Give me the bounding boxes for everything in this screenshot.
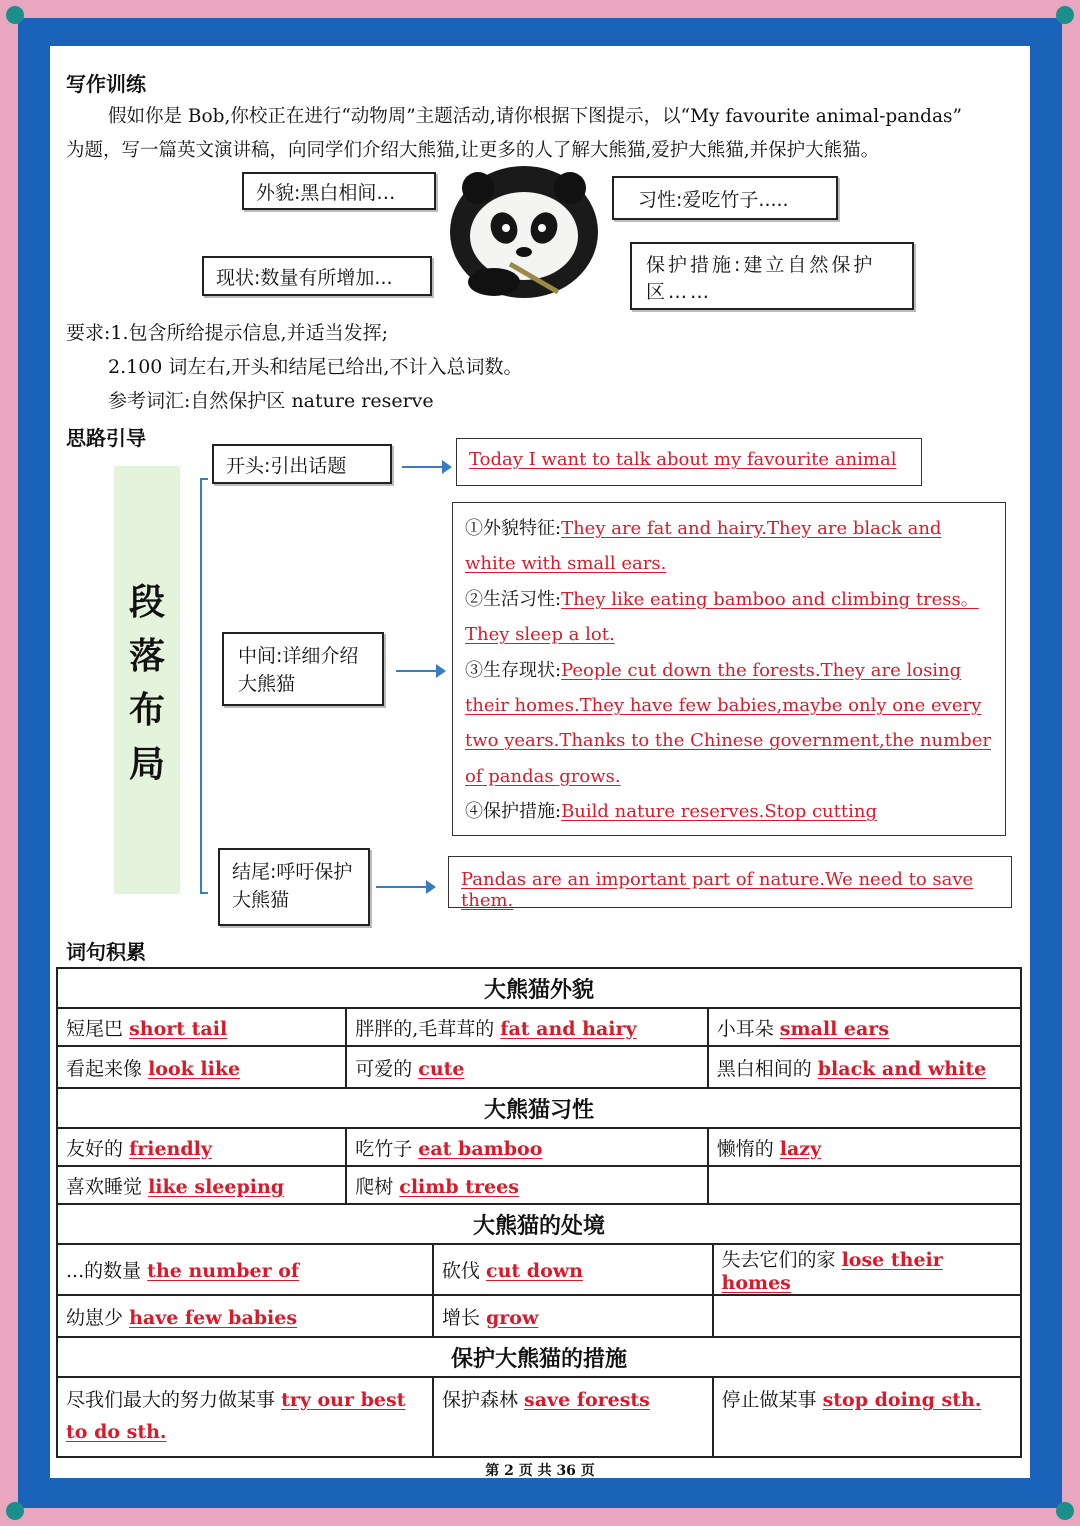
detail-text: They like eating bamboo and climbing tress。They sleep a lot. (465, 588, 979, 646)
vocab-cn: 失去它们的家 (721, 1249, 836, 1271)
vocab-en: have few babies (129, 1306, 298, 1329)
table-row (57, 1244, 1021, 1295)
label-char: 落 (128, 636, 165, 677)
vocab-en: black and white (817, 1057, 987, 1080)
hint-appearance-box (242, 172, 436, 210)
vocab-en: the number of (147, 1260, 300, 1282)
start-label-box (212, 444, 392, 484)
outline-heading: 思路引导 (66, 426, 146, 450)
table-row (57, 1377, 1021, 1457)
worksheet-page (50, 46, 1030, 1478)
vocab-en: try our best to do sth. (66, 1389, 406, 1443)
vocab-cn: 停止做某事 (721, 1389, 817, 1411)
hint-appearance: 外貌:黑白相间… (256, 182, 396, 204)
corner-ornament (1056, 6, 1074, 24)
hint-status: 现状:数量有所增加... (216, 267, 393, 289)
vocab-cn: 短尾巴 (66, 1017, 124, 1040)
vocab-cn: 黑白相间的 (716, 1057, 812, 1080)
vocab-cell (713, 1295, 1022, 1337)
page-footer: 第 2 页 共 36 页 (485, 1463, 595, 1479)
vocab-cn: 可爱的 (355, 1057, 413, 1080)
vocab-cell (708, 1166, 1021, 1204)
start-text: Today I want to talk about my favourite animal (469, 449, 897, 470)
detail-prefix: ②生活习性: (465, 588, 562, 610)
vocab-cn: 尽我们最大的努力做某事 (66, 1389, 276, 1411)
vocab-cell (57, 1377, 433, 1457)
section-title-habits: 大熊猫习性 (57, 1088, 1021, 1128)
hint-habit-box (612, 176, 838, 220)
vocab-cell (57, 1295, 433, 1337)
middle-details-box (452, 502, 1006, 836)
vocab-cell (57, 1166, 346, 1204)
vocab-en: cute (418, 1057, 465, 1080)
vocab-cn: 友好的 (66, 1137, 124, 1160)
vocab-en: stop doing sth. (822, 1389, 982, 1411)
detail-text: Build nature reserves.Stop cutting (561, 801, 877, 823)
vocab-cn: 砍伐 (441, 1260, 480, 1282)
detail-prefix: ③生存现状: (465, 659, 562, 681)
vocab-cell (433, 1244, 713, 1295)
vocab-cn: 保护森林 (441, 1389, 518, 1411)
start-arrow (402, 466, 450, 468)
label-char: 布 (128, 690, 165, 731)
detail-prefix: ④保护措施: (465, 801, 562, 823)
hint-protect-box (630, 242, 914, 310)
vocab-en: like sleeping (148, 1175, 285, 1198)
vocab-cn: 喜欢睡觉 (66, 1175, 143, 1198)
vocab-en: small ears (779, 1017, 890, 1040)
vocab-cn: 吃竹子 (355, 1137, 413, 1160)
vocab-cn: 小耳朵 (716, 1017, 774, 1040)
vocab-cell (346, 1128, 708, 1166)
section-title-protection: 保护大熊猫的措施 (57, 1337, 1021, 1377)
vocab-en: short tail (129, 1017, 228, 1040)
label-char: 段 (128, 582, 165, 623)
vocab-en: look like (148, 1057, 241, 1080)
start-text-box (456, 438, 922, 486)
vocab-cn: 看起来像 (66, 1057, 143, 1080)
table-row (57, 1008, 1021, 1046)
vocab-cn: 懒惰的 (716, 1137, 774, 1160)
vocab-cell (433, 1377, 713, 1457)
vocab-cn: 增长 (441, 1306, 480, 1329)
table-row (57, 1166, 1021, 1204)
writing-heading: 写作训练 (66, 72, 146, 96)
bracket-line (200, 478, 202, 894)
panda-image (448, 164, 600, 300)
vocab-cell (346, 1008, 708, 1046)
vocab-en: lose their homes (721, 1249, 943, 1294)
prompt-line-1: 假如你是 Bob,你校正在进行“动物周”主题活动,请你根据下图提示，以“My favourite animal-pandas” (108, 106, 962, 127)
hint-status-box (202, 256, 432, 296)
vocab-cell (346, 1046, 708, 1088)
vocab-cn: 胖胖的,毛茸茸的 (355, 1017, 495, 1040)
vocab-cell (57, 1008, 346, 1046)
middle-label-box (222, 632, 384, 706)
vocab-en: lazy (779, 1137, 822, 1160)
hint-habit: 习性:爱吃竹子..... (638, 189, 789, 211)
vocab-en: save forests (524, 1389, 650, 1411)
reference-vocab: 参考词汇:自然保护区 nature reserve (108, 390, 434, 412)
vocab-cell (713, 1244, 1022, 1295)
detail-status (465, 653, 993, 795)
vocab-cell (433, 1295, 713, 1337)
layout-vertical-label (114, 576, 180, 792)
requirement-1: 要求:1.包含所给提示信息,并适当发挥; (66, 322, 388, 344)
section-title-appearance: 大熊猫外貌 (57, 968, 1021, 1008)
vocab-en: climb trees (399, 1175, 519, 1198)
corner-ornament (6, 1502, 24, 1520)
vocab-cell (57, 1046, 346, 1088)
detail-appearance (465, 511, 993, 582)
label-char: 局 (128, 744, 165, 785)
vocab-cell (708, 1046, 1021, 1088)
end-label: 结尾:呼吁保护大熊猫 (232, 861, 353, 911)
vocab-cell (713, 1377, 1022, 1457)
requirement-2: 2.100 词左右,开头和结尾已给出,不计入总词数。 (108, 356, 523, 378)
section-title-situation: 大熊猫的处境 (57, 1204, 1021, 1244)
vocab-en: cut down (486, 1260, 583, 1282)
vocab-cn: ...的数量 (66, 1260, 142, 1282)
start-label: 开头:引出话题 (226, 455, 347, 477)
vocab-en: friendly (129, 1137, 212, 1160)
vocab-table (56, 967, 1022, 1458)
layout-label-column (114, 466, 180, 894)
middle-label: 中间:详细介绍大熊猫 (238, 645, 359, 695)
corner-ornament (1056, 1502, 1074, 1520)
detail-text: People cut down the forests.They are losing their homes.They have few babies,maybe only one every two years.Thanks to the Chinese government,the number of pandas grows. (465, 659, 991, 787)
prompt-line-2: 为题，写一篇英文演讲稿，向同学们介绍大熊猫,让更多的人了解大熊猫,爱护大熊猫,并保护大熊猫。 (66, 140, 880, 161)
vocab-en: fat and hairy (500, 1017, 637, 1040)
end-label-box (218, 848, 370, 926)
detail-protection (465, 794, 993, 829)
vocab-cell (57, 1128, 346, 1166)
end-text-box (448, 856, 1012, 911)
detail-text: They are fat and hairy.They are black and white with small ears. (465, 518, 942, 575)
vocab-cell (346, 1166, 708, 1204)
detail-habits (465, 582, 993, 653)
vocab-en: grow (486, 1306, 539, 1329)
table-row (57, 1128, 1021, 1166)
vocab-cn: 爬树 (355, 1175, 394, 1198)
vocab-en: eat bamboo (418, 1137, 543, 1160)
table-row (57, 1295, 1021, 1337)
end-arrow (376, 886, 434, 888)
bracket-tick (200, 892, 208, 894)
middle-arrow (396, 670, 444, 672)
vocab-cn: 幼崽少 (66, 1306, 124, 1329)
corner-ornament (6, 6, 24, 24)
vocab-cell (57, 1244, 433, 1295)
detail-prefix: ①外貌特征: (465, 518, 562, 539)
vocab-cell (708, 1008, 1021, 1046)
vocab-heading: 词句积累 (66, 940, 146, 964)
table-row (57, 1046, 1021, 1088)
hint-protect: 保护措施:建立自然保护区…… (646, 254, 876, 303)
vocab-cell (708, 1128, 1021, 1166)
end-text: Pandas are an important part of nature.We need to save them. (461, 869, 974, 911)
bracket-tick (200, 478, 208, 480)
